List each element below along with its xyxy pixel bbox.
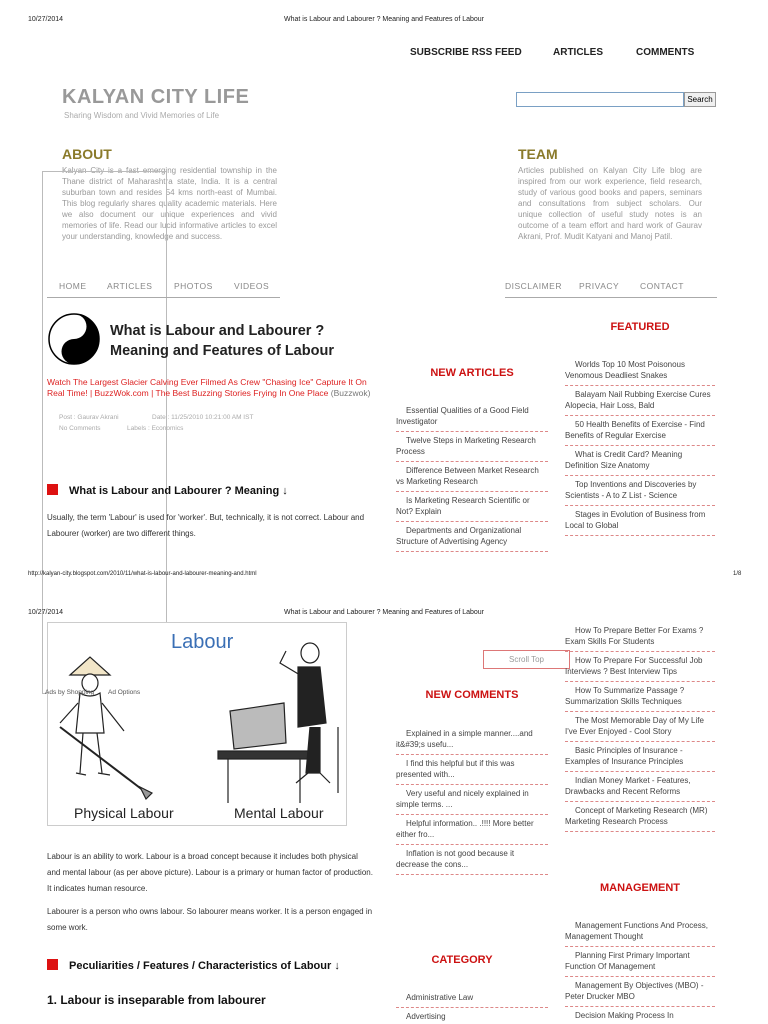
new-articles-list [396, 402, 548, 552]
list-item[interactable]: How To Summarize Passage ? Summarization Skills Techniques [565, 682, 715, 712]
list-item[interactable]: Management Functions And Process, Management Thought [565, 917, 715, 947]
post-date: Date : 11/25/2010 10:21:00 AM IST [152, 414, 254, 421]
search-input[interactable] [516, 92, 684, 107]
featured-heading: FEATURED [610, 321, 670, 333]
list-item[interactable]: I find this helpful but if this was presented with... [396, 755, 548, 785]
post-comments-count[interactable]: No Comments [59, 425, 101, 432]
list-item[interactable]: 50 Health Benefits of Exercise - Find Benefits of Regular Exercise [565, 416, 715, 446]
list-item[interactable]: The Most Memorable Day of My Life I've Ever Enjoyed - Cool Story [565, 712, 715, 742]
list-item[interactable]: Stages in Evolution of Business from Local to Global [565, 506, 715, 536]
ads-by-label[interactable]: Ads by Shopping [45, 689, 95, 696]
management-list [565, 917, 715, 1024]
site-tagline: Sharing Wisdom and Vivid Memories of Life [64, 111, 220, 120]
list-item[interactable]: Top Inventions and Discoveries by Scientists - A to Z List - Science [565, 476, 715, 506]
nav-articles[interactable]: ARTICLES [107, 281, 153, 291]
nav-privacy[interactable]: PRIVACY [579, 281, 620, 291]
about-text: Kalyan City is a fast emerging residential township in the Thane district of Maharashtra state, India. It is a central suburban town and resides 54 kms north-east of Mumbai. This blog regularly shares quality academic materials. Here we also document our unique experiences and vivid memories of life. Read our lucid informative articles to excel your understanding, knowledge and success. [62, 166, 277, 241]
management-heading: MANAGEMENT [599, 882, 681, 894]
articles-link[interactable]: ARTICLES [553, 47, 603, 58]
nav-disclaimer[interactable]: DISCLAIMER [505, 281, 562, 291]
print-date-2: 10/27/2014 [28, 609, 64, 616]
nav-divider-left [47, 297, 280, 298]
new-comments-heading: NEW COMMENTS [425, 689, 519, 701]
print-page: 1/8 [733, 571, 742, 577]
print-date: 10/27/2014 [28, 16, 64, 23]
sponsored-source: (Buzzwok) [330, 388, 371, 398]
list-item[interactable]: Difference Between Market Research vs Marketing Research [396, 462, 548, 492]
scroll-top-button[interactable]: Scroll Top [483, 650, 570, 669]
print-title-2: What is Labour and Labourer ? Meaning and Features of Labour [283, 609, 485, 616]
physical-labour-caption: Physical Labour [74, 805, 174, 821]
nav-divider-right [505, 297, 717, 298]
ad-options-link[interactable]: Ad Options [108, 689, 141, 696]
list-item[interactable]: How To Prepare For Successful Job Interviews ? Best Interview Tips [565, 652, 715, 682]
meaning-paragraph: Usually, the term 'Labour' is used for 'worker'. But, technically, it is not correct. Labour and Labourer (worker) are two different things. [47, 513, 365, 538]
nav-home[interactable]: HOME [59, 281, 87, 291]
list-item[interactable]: How To Prepare Better For Exams ? Exam Skills For Students [565, 622, 715, 652]
bullet-square-icon [47, 484, 58, 495]
team-text: Articles published on Kalyan City Life blog are inspired from our work experience, field research, study of various good books and papers, seminars and consultations from subject scholars. Our unique collection of useful study notes is an outcome of a team effort and hard work of Gaurav Akrani, Prof. Mudit Katyani and Manoj Patil. [518, 166, 702, 241]
print-url: http://kalyan-city.blogspot.com/2010/11/what-is-labour-and-labourer-meaning-and.html [28, 571, 257, 577]
list-item[interactable]: Advertising [396, 1008, 548, 1024]
yin-yang-icon [48, 313, 100, 365]
print-title: What is Labour and Labourer ? Meaning and Features of Labour [283, 16, 485, 23]
nav-contact[interactable]: CONTACT [640, 281, 684, 291]
category-list [396, 989, 548, 1024]
sponsored-link[interactable] [47, 377, 373, 399]
subscribe-rss-link[interactable]: SUBSCRIBE RSS FEED [410, 47, 522, 58]
comments-link[interactable]: COMMENTS [636, 47, 695, 58]
list-item[interactable]: Very useful and nicely explained in simple terms. ... [396, 785, 548, 815]
post-title: What is Labour and Labourer ? Meaning and Features of Labour [110, 323, 334, 359]
list-item[interactable]: Departments and Organizational Structure of Advertising Agency [396, 522, 548, 552]
figure-title: Labour [171, 631, 234, 653]
list-item[interactable]: Balayam Nail Rubbing Exercise Cures Alopecia, Hair Loss, Bald [565, 386, 715, 416]
labourer-definition-paragraph: Labourer is a person who owns labour. So labourer means worker. It is a person engaged in some work. [47, 907, 373, 932]
labour-illustration [48, 623, 347, 826]
labour-figure [47, 622, 347, 826]
new-articles-heading: NEW ARTICLES [430, 367, 514, 379]
team-heading: TEAM [518, 146, 558, 162]
list-item[interactable]: Basic Principles of Insurance - Examples of Insurance Principles [565, 742, 715, 772]
site-title[interactable]: KALYAN CITY LIFE [62, 86, 250, 108]
list-item[interactable]: Explained in a simple manner....and it&#39;s usefu... [396, 725, 548, 755]
list-item[interactable]: Worlds Top 10 Most Poisonous Venomous Deadliest Snakes [565, 356, 715, 386]
featured-list-continued [565, 622, 715, 832]
list-item[interactable]: Decision Making Process In [565, 1007, 715, 1024]
list-item[interactable]: Administrative Law [396, 989, 548, 1008]
about-heading: ABOUT [62, 146, 112, 162]
post-author: Post : Gaurav Akrani [59, 414, 119, 421]
list-item[interactable]: Inflation is not good because it decrease the cons... [396, 845, 548, 875]
labour-definition-paragraph: Labour is an ability to work. Labour is a broad concept because it includes both physical and mental labour (as per above picture). Labour is a primary or human factor of production. It indicates human resource. [47, 852, 373, 893]
meaning-heading: What is Labour and Labourer ? Meaning ↓ [69, 485, 288, 497]
featured-list [565, 356, 715, 536]
list-item[interactable]: What is Credit Card? Meaning Definition Size Anatomy [565, 446, 715, 476]
list-item[interactable]: Indian Money Market - Features, Drawbacks and Recent Reforms [565, 772, 715, 802]
list-item[interactable]: Is Marketing Research Scientific or Not? Explain [396, 492, 548, 522]
post-labels[interactable]: Labels : Economics [127, 425, 184, 432]
mental-labour-caption: Mental Labour [234, 805, 324, 821]
category-heading: CATEGORY [431, 954, 493, 966]
list-item[interactable]: Planning First Primary Important Function Of Management [565, 947, 715, 977]
new-comments-list [396, 725, 548, 875]
list-item[interactable]: Helpful information.. .!!!! More better either fro... [396, 815, 548, 845]
features-heading: Peculiarities / Features / Characteristics of Labour ↓ [69, 960, 340, 972]
nav-photos[interactable]: PHOTOS [174, 281, 213, 291]
nav-videos[interactable]: VIDEOS [234, 281, 270, 291]
list-item[interactable]: Twelve Steps in Marketing Research Process [396, 432, 548, 462]
list-item[interactable]: Concept of Marketing Research (MR) Marketing Research Process [565, 802, 715, 832]
search-button[interactable]: Search [684, 92, 716, 107]
point-1-heading: 1. Labour is inseparable from labourer [47, 993, 266, 1007]
list-item[interactable]: Essential Qualities of a Good Field Investigator [396, 402, 548, 432]
sponsored-link-text[interactable]: Watch The Largest Glacier Calving Ever Filmed As Crew "Chasing Ice" Capture It On Real Time! | BuzzWok.com | The Best Buzzing Stories Frying In One Place [47, 377, 367, 398]
list-item[interactable]: Management By Objectives (MBO) - Peter Drucker MBO [565, 977, 715, 1007]
bullet-square-icon [47, 959, 58, 970]
